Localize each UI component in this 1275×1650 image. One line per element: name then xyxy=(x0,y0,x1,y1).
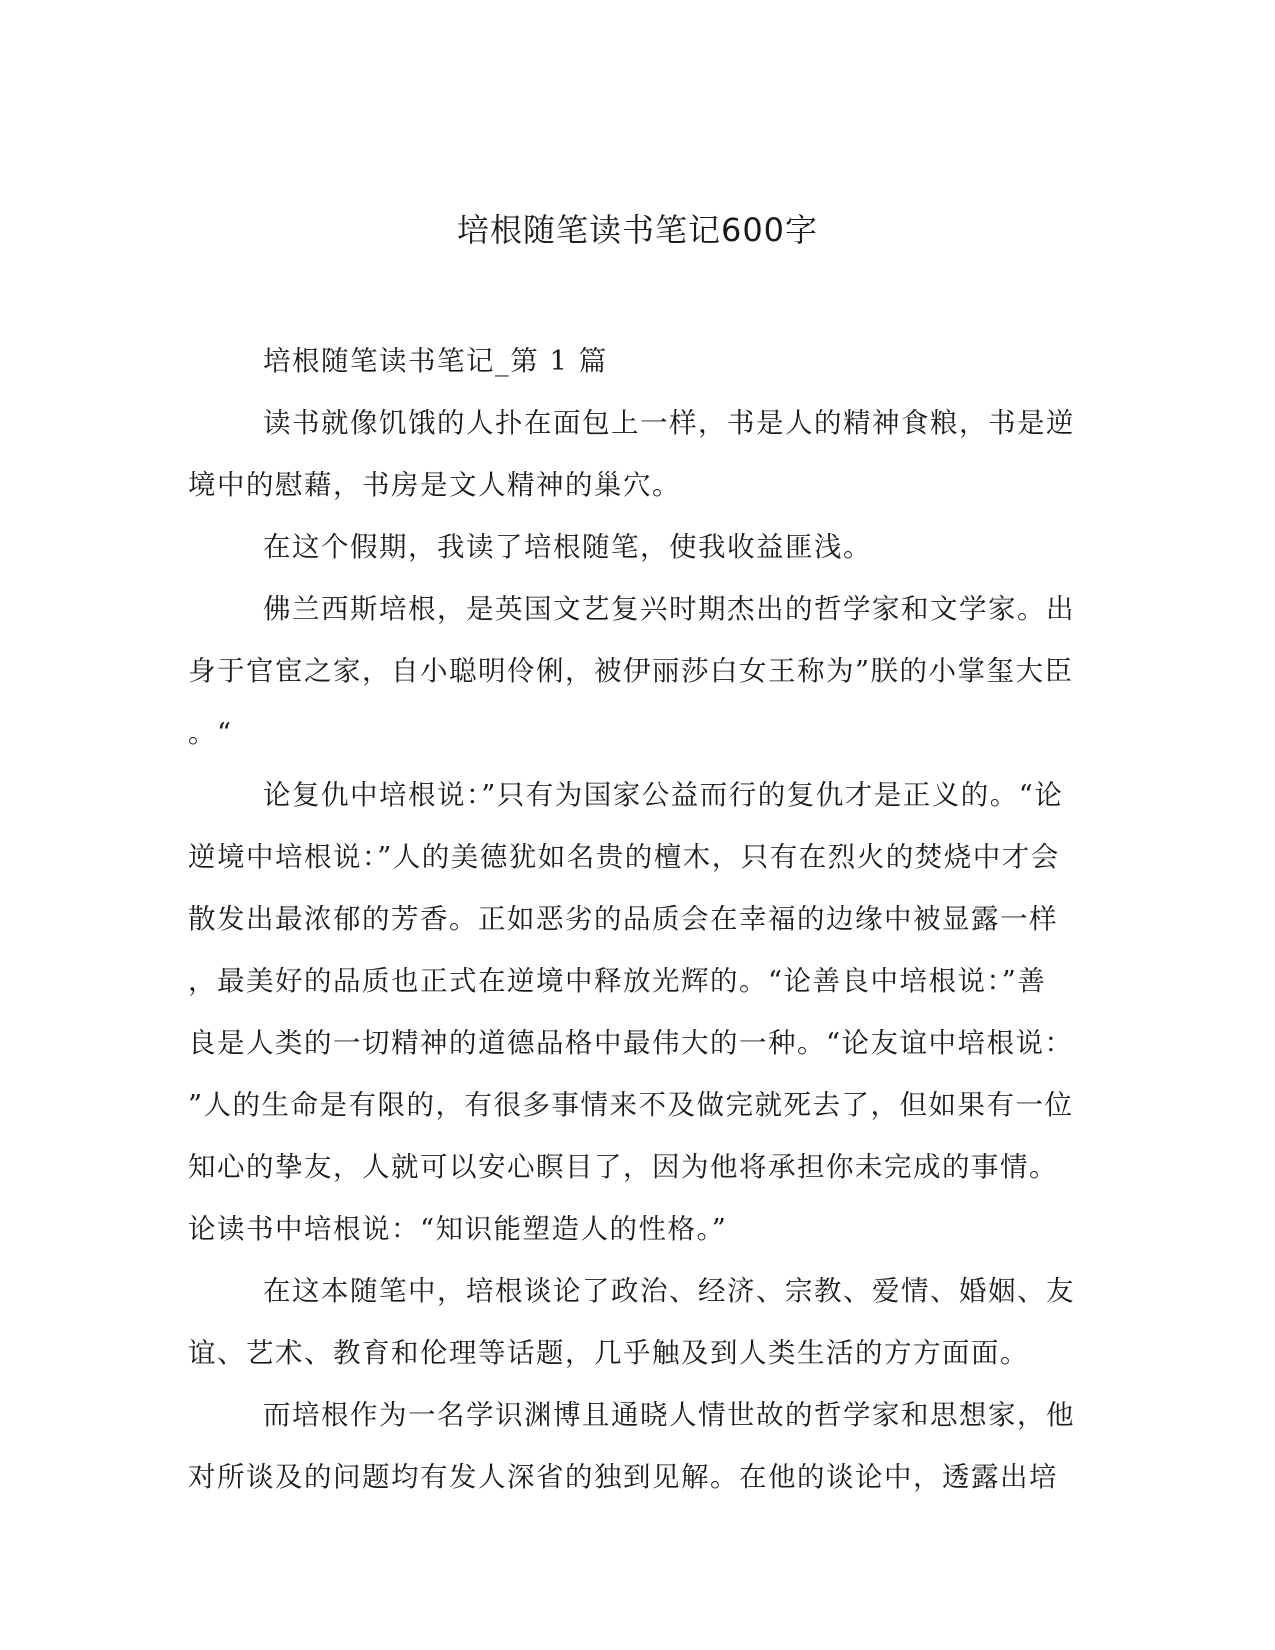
text-line: 在这个假期，我读了培根随笔，使我收益匪浅。 xyxy=(263,531,872,563)
text-line: 读书就像饥饿的人扑在面包上一样，书是人的精神食粮，书是逆 xyxy=(263,407,1075,439)
text-line: 散发出最浓郁的芳香。正如恶劣的品质会在幸福的边缘中被显露一样 xyxy=(188,903,1058,935)
text-line: 佛兰西斯培根，是英国文艺复兴时期杰出的哲学家和文学家。出 xyxy=(263,593,1075,625)
text-line: 培根随笔读书笔记_第 1 篇 xyxy=(263,345,608,377)
text-line: 在这本随笔中，培根谈论了政治、经济、宗教、爱情、婚姻、友 xyxy=(263,1275,1075,1307)
text-line: 论复仇中培根说：”只有为国家公益而行的复仇才是正义的。“论 xyxy=(263,779,1064,811)
text-line: 知心的挚友，人就可以安心瞑目了，因为他将承担你未完成的事情。 xyxy=(188,1151,1058,1183)
document-title: 培根随笔读书笔记600字 xyxy=(456,211,819,249)
text-line: 良是人类的一切精神的道德品格中最伟大的一种。“论友谊中培根说： xyxy=(188,1027,1074,1059)
document-body xyxy=(188,330,1080,1508)
text-line: 对所谈及的问题均有发人深省的独到见解。在他的谈论中，透露出培 xyxy=(188,1461,1058,1493)
text-line: ”人的生命是有限的，有很多事情来不及做完就死去了，但如果有一位 xyxy=(188,1089,1074,1121)
text-line: 身于官宦之家，自小聪明伶俐，被伊丽莎白女王称为”朕的小掌玺大臣 xyxy=(188,655,1074,687)
text-line: 境中的慰藉，书房是文人精神的巢穴。 xyxy=(188,469,681,501)
text-line: 而培根作为一名学识渊博且通晓人情世故的哲学家和思想家，他 xyxy=(263,1399,1075,1431)
text-line: ，最美好的品质也正式在逆境中释放光辉的。“论善良中培根说：”善 xyxy=(188,965,1047,997)
text-line: 逆境中培根说：”人的美德犹如名贵的檀木，只有在烈火的焚烧中才会 xyxy=(188,841,1060,873)
text-line: 论读书中培根说：“知识能塑造人的性格。” xyxy=(188,1213,728,1245)
text-line: 。“ xyxy=(188,717,233,749)
text-line: 谊、艺术、教育和伦理等话题，几乎触及到人类生活的方方面面。 xyxy=(188,1337,1029,1369)
